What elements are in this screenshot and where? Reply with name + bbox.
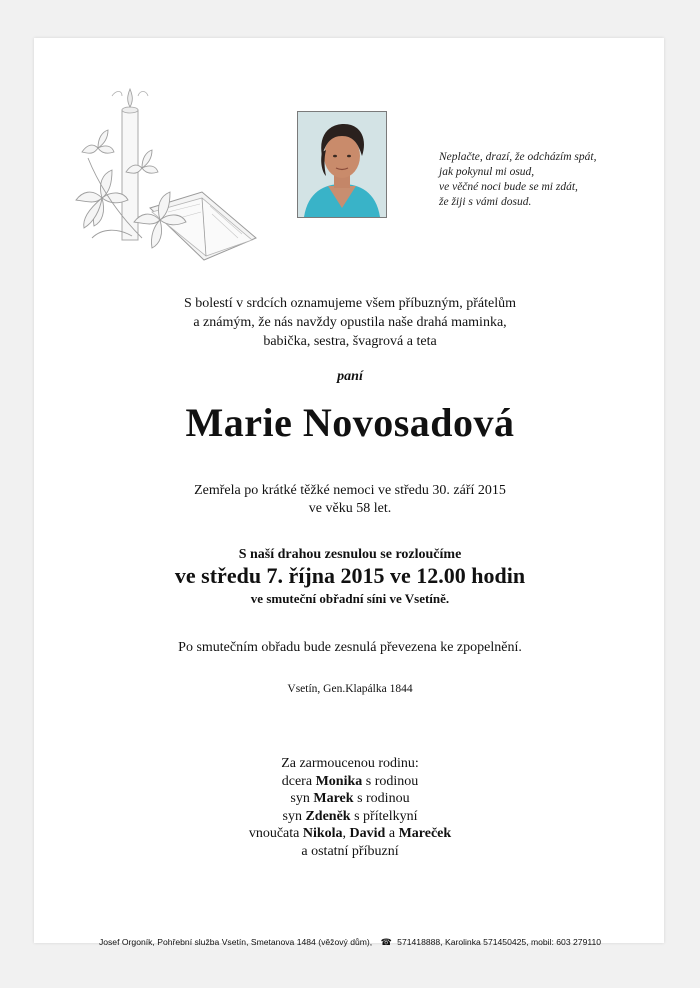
- relation-text: vnoučata: [248, 826, 303, 841]
- family-line: [40, 808, 660, 826]
- relation-text: syn: [282, 808, 306, 824]
- intro-line: babička, sestra, švagrová a teta: [263, 334, 437, 349]
- relative-name: Marek: [313, 791, 354, 806]
- poem-line: ve věčné noci bude se mi zdát,: [439, 181, 578, 193]
- separator-text: a: [385, 826, 399, 841]
- poem-line: že žiji s vámi dosud.: [439, 196, 532, 208]
- poem: [439, 150, 639, 210]
- death-info: [40, 482, 660, 518]
- cremation-note: Po smutečním obřadu bude zesnulá převezena ke zpopelnění.: [178, 640, 522, 655]
- relation-text: syn: [290, 791, 314, 806]
- death-info-line: Zemřela po krátké těžké nemoci ve středu 30. září 2015: [194, 483, 506, 498]
- relative-name: Mareček: [398, 826, 452, 841]
- title-prefix: paní: [337, 369, 363, 384]
- separator-text: ,: [342, 826, 350, 841]
- portrait-image: [298, 112, 386, 217]
- footer-text: Josef Orgoník, Pohřební služba Vsetín, Smetanova 1484 (věžový dům),: [98, 937, 373, 947]
- relative-name: Monika: [315, 773, 363, 789]
- family-line: [40, 790, 660, 808]
- family-line: [40, 773, 660, 791]
- telephone-icon: ☎: [380, 937, 392, 947]
- family-line: [40, 825, 660, 843]
- farewell-place: ve smuteční obřadní síni ve Vsetíně.: [250, 591, 450, 606]
- candle-lily-book-illustration: [72, 88, 262, 268]
- family-heading: Za zarmoucenou rodinu:: [281, 756, 419, 771]
- funeral-service-footer: [0, 937, 700, 948]
- relation-text: s rodinou: [362, 773, 419, 789]
- footer-phones: 571418888, Karolinka 571450425, mobil: 603 279110: [397, 937, 602, 947]
- poem-line: Neplačte, drazí, že odcházím spát,: [439, 151, 597, 163]
- intro-line: S bolestí v srdcích oznamujeme všem příbuzným, přátelům: [183, 296, 517, 311]
- death-info-line: ve věku 58 let.: [308, 501, 392, 516]
- family-address: Vsetín, Gen.Klapálka 1844: [287, 683, 413, 695]
- poem-line: jak pokynul mi osud,: [439, 166, 535, 178]
- farewell-datetime: ve středu 7. října 2015 ve 12.00 hodin: [174, 563, 526, 588]
- portrait-photo: [297, 111, 387, 218]
- deceased-name: Marie Novosadová: [185, 400, 515, 445]
- family-signature: [40, 755, 660, 860]
- farewell-intro: S naší drahou zesnulou se rozloučíme: [238, 547, 462, 562]
- announcement-intro: [40, 294, 660, 351]
- relative-name: Zdeněk: [305, 808, 351, 824]
- relative-name: David: [349, 826, 386, 841]
- intro-line: a známým, že nás navždy opustila naše drahá maminka,: [193, 315, 507, 330]
- family-line: a ostatní příbuzní: [301, 843, 399, 859]
- relation-text: s přítelkyní: [350, 808, 418, 824]
- relation-text: s rodinou: [353, 791, 410, 806]
- relative-name: Nikola: [302, 826, 343, 841]
- relation-text: dcera: [281, 773, 316, 789]
